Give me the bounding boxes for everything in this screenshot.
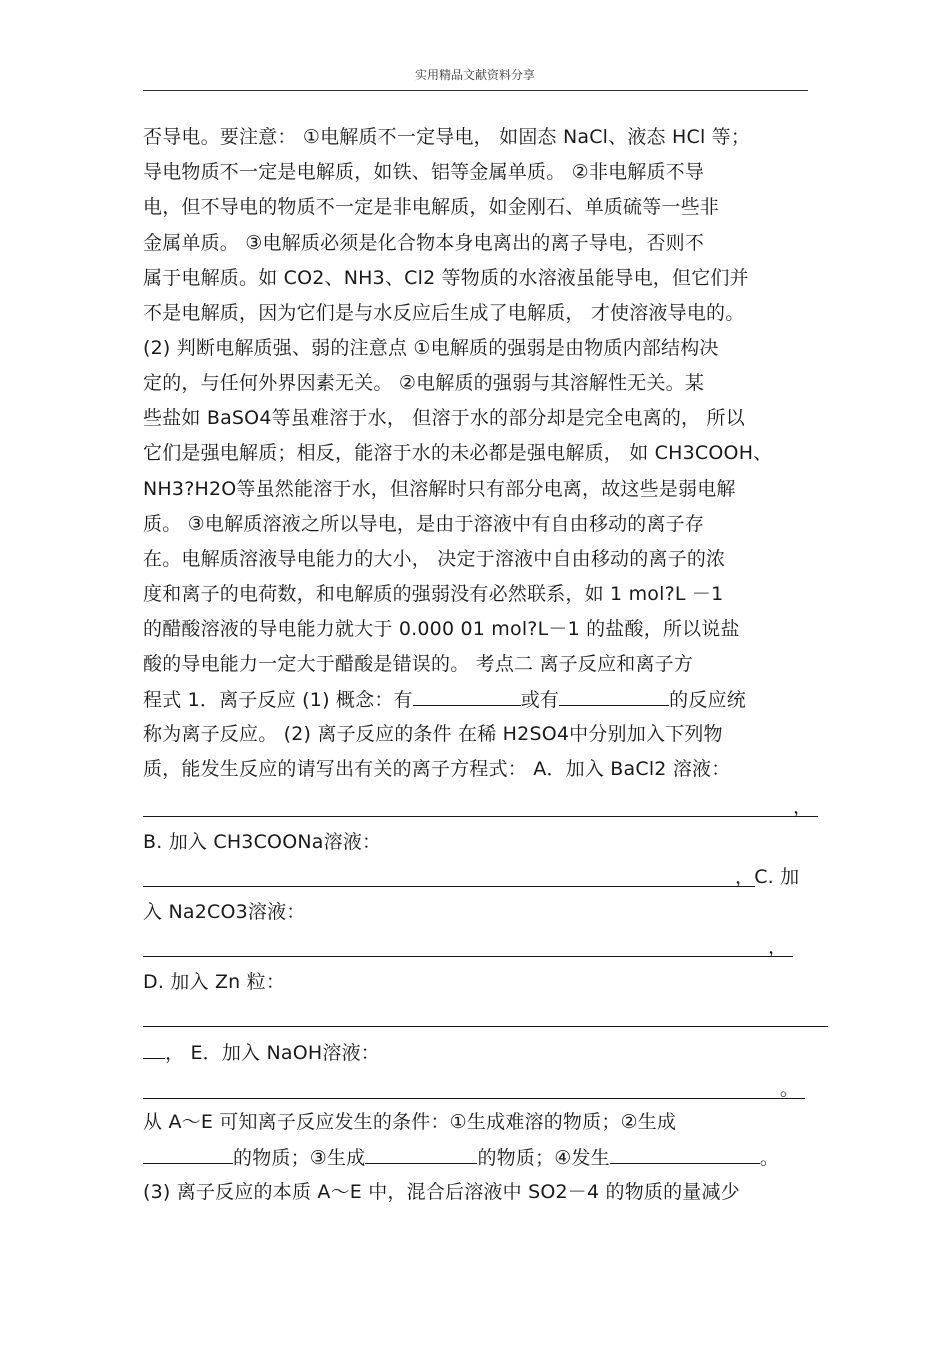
conditions-line (143, 1145, 779, 1170)
text-line: 金属单质。 ③电解质必须是化合物本身电离出的离子导电，否则不 (143, 232, 705, 254)
answer-blank[interactable] (559, 687, 669, 706)
text-line: (2) 判断电解质强、弱的注意点 ①电解质的强弱是由物质内部结构决 (143, 337, 719, 359)
comma-mark: ， (768, 936, 788, 958)
text-line: 电，但不导电的物质不一定是非电解质，如金刚石、单质硫等一些非 (143, 196, 720, 218)
text-line: 导电物质不一定是电解质，如铁、铝等金属单质。 ②非电解质不导 (143, 161, 705, 183)
question-c-start: ，C. 加 (735, 866, 800, 888)
answer-line-a[interactable] (143, 816, 818, 817)
comma-mark: ， (793, 796, 813, 818)
question-text: 的反应统 (669, 689, 746, 711)
text-line: 质，能发生反应的请写出有关的离子方程式： A．加入 BaCl2 溶液： (143, 758, 731, 780)
answer-line-d[interactable] (143, 1026, 828, 1027)
text-line: NH3?H2O等虽然能溶于水，但溶解时只有部分电离，故这些是弱电解 (143, 478, 736, 500)
answer-blank[interactable] (413, 687, 521, 706)
period-mark: 。 (780, 1078, 800, 1100)
header-divider (143, 90, 808, 91)
text-line: 称为离子反应。 (2) 离子反应的条件 在稀 H2SO4中分别加入下列物 (143, 723, 723, 745)
answer-line-e[interactable] (143, 1098, 805, 1099)
text-line: 定的，与任何外界因素无关。 ②电解质的强弱与其溶解性无关。某 (143, 372, 705, 394)
conditions-text: 。 (759, 1147, 780, 1169)
question-b: B. 加入 CH3COONa溶液： (143, 831, 382, 853)
text-line: 它们是强电解质；相反，能溶于水的未必都是强电解质， 如 CH3COOH、 (143, 442, 773, 464)
text-line: 酸的导电能力一定大于醋酸是错误的。 考点二 离子反应和离子方 (143, 653, 694, 675)
text-line: 度和离子的电荷数，和电解质的强弱没有必然联系，如 1 mol?L －1 (143, 583, 724, 605)
conditions-text: 的物质；③生成 (233, 1147, 366, 1169)
page-header: 实用精品文献资料分享 (414, 68, 535, 82)
question-d: D. 加入 Zn 粒： (143, 971, 286, 993)
question-text: 程式 1．离子反应 (1) 概念：有 (143, 689, 413, 711)
text-line: 的醋酸溶液的导电能力就大于 0.000 01 mol?L－1 的盐酸，所以说盐 (143, 618, 740, 640)
text-line: 在。电解质溶液导电能力的大小， 决定于溶液中自由移动的离子的浓 (143, 548, 726, 570)
text-line: 否导电。要注意： ①电解质不一定导电， 如固态 NaCl、液态 HCl 等； (143, 126, 751, 148)
question-text: 或有 (520, 689, 560, 711)
conditions-text: 的物质；④发生 (477, 1147, 610, 1169)
question-e (143, 1040, 380, 1065)
question-c: 入 Na2CO3溶液： (143, 901, 306, 923)
question-line (143, 687, 746, 712)
answer-line-b[interactable] (143, 886, 755, 887)
answer-blank[interactable] (143, 1040, 165, 1059)
question-text: ， E．加入 NaOH溶液： (165, 1042, 380, 1064)
text-line: 属于电解质。如 CO2、NH3、Cl2 等物质的水溶液虽能导电，但它们并 (143, 267, 749, 289)
answer-blank[interactable] (143, 1145, 233, 1164)
answer-line-c[interactable] (143, 956, 793, 957)
conditions-text: 从 A～E 可知离子反应发生的条件：①生成难溶的物质；②生成 (143, 1111, 677, 1133)
text-line: 些盐如 BaSO4等虽难溶于水， 但溶于水的部分却是完全电离的， 所以 (143, 407, 745, 429)
text-line: 质。 ③电解质溶液之所以导电，是由于溶液中有自由移动的离子存 (143, 513, 705, 535)
question-3: (3) 离子反应的本质 A～E 中，混合后溶液中 SO2－4 的物质的量减少 (143, 1181, 740, 1203)
answer-blank[interactable] (365, 1145, 477, 1164)
text-line: 不是电解质，因为它们是与水反应后生成了电解质， 才使溶液导电的。 (143, 302, 745, 324)
answer-blank[interactable] (610, 1145, 760, 1164)
